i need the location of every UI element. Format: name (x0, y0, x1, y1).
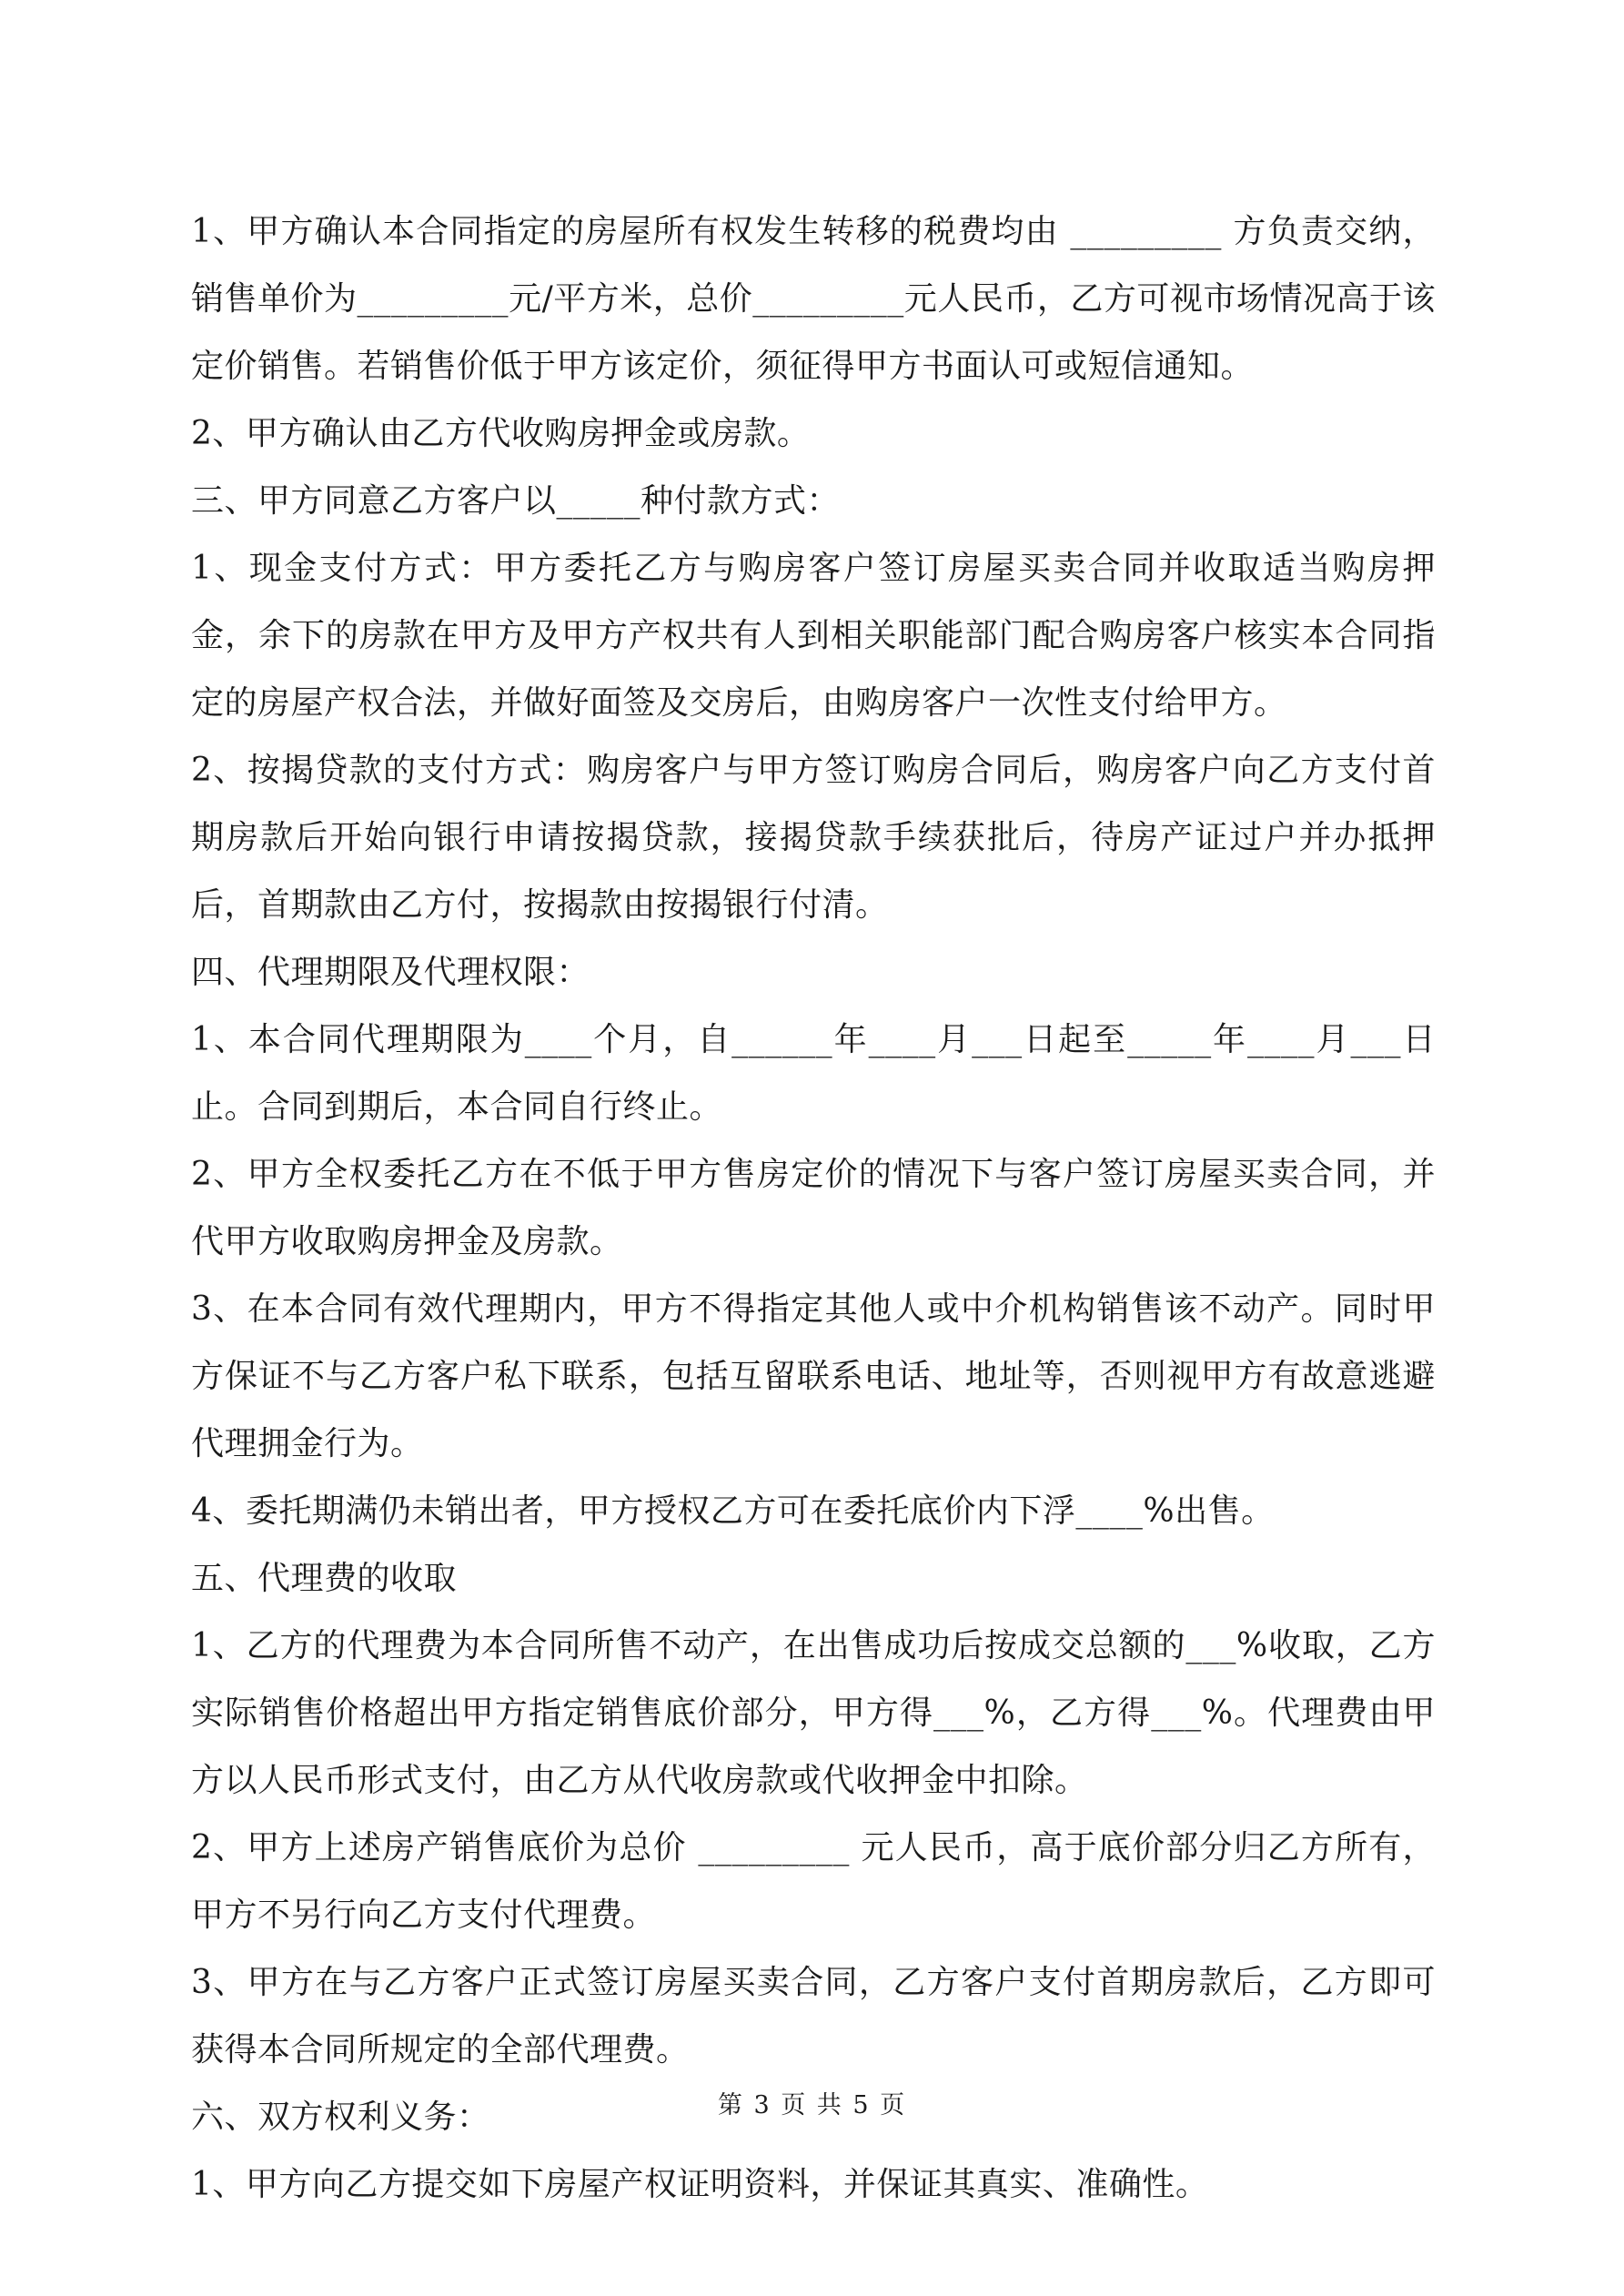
section-heading-rights-obligations: 六、双方权利义务： (191, 2099, 490, 2136)
paragraph-tax-fees: 1、甲方确认本合同指定的房屋所有权发生转移的税费均由 _________ 方负责交纳，销售单价为_________元/平方米，总价_________元人民币，乙方可视市场情况高于该定价销售。若销售价低于甲方该定价，须征得甲方书面认可或短信通知。 (191, 213, 1436, 385)
paragraph-cash-payment: 1、现金支付方式：甲方委托乙方与购房客户签订房屋买卖合同并收取适当购房押金，余下的房款在甲方及甲方产权共有人到相关职能部门配合购房客户核实本合同指定的房屋产权合法，并做好面签及交房后，由购房客户一次性支付给甲方。 (191, 550, 1436, 722)
section-heading-agency-term: 四、代理期限及代理权限： (191, 954, 590, 991)
paragraph-price-reduction: 4、委托期满仍未销出者，甲方授权乙方可在委托底价内下浮____%出售。 (191, 1492, 1275, 1530)
paragraph-mortgage-payment: 2、按揭贷款的支付方式：购房客户与甲方签订购房合同后，购房客户向乙方支付首期房款后开始向银行申请按揭贷款，接揭贷款手续获批后，待房产证过户并办抵押后，首期款由乙方付，按揭款由按揭银行付清。 (191, 752, 1436, 924)
paragraph-deposit-collection: 2、甲方确认由乙方代收购房押金或房款。 (191, 415, 811, 452)
paragraph-fee-entitlement: 3、甲方在与乙方客户正式签订房屋买卖合同，乙方客户支付首期房款后，乙方即可获得本合同所规定的全部代理费。 (191, 1964, 1436, 2068)
paragraph-floor-price: 2、甲方上述房产销售底价为总价 _________ 元人民币，高于底价部分归乙方所有，甲方不另行向乙方支付代理费。 (191, 1829, 1436, 1934)
section-heading-agency-fee: 五、代理费的收取 (191, 1560, 458, 1597)
paragraph-ownership-documents: 1、甲方向乙方提交如下房屋产权证明资料，并保证其真实、准确性。 (191, 2166, 1209, 2203)
paragraph-exclusivity: 3、在本合同有效代理期内，甲方不得指定其他人或中介机构销售该不动产。同时甲方保证不与乙方客户私下联系，包括互留联系电话、地址等，否则视甲方有故意逃避代理拥金行为。 (191, 1290, 1436, 1462)
document-body (191, 198, 1436, 2219)
section-heading-payment-methods: 三、甲方同意乙方客户以_____种付款方式： (191, 482, 841, 520)
page-number-footer: 第 3 页 共 5 页 (717, 2091, 907, 2119)
paragraph-fee-rate: 1、乙方的代理费为本合同所售不动产，在出售成功后按成交总额的___%收取，乙方实际销售价格超出甲方指定销售底价部分，甲方得___%，乙方得___%。代理费由甲方以人民币形式支付，由乙方从代收房款或代收押金中扣除。 (191, 1627, 1436, 1799)
paragraph-full-authorization: 2、甲方全权委托乙方在不低于甲方售房定价的情况下与客户签订房屋买卖合同，并代甲方收取购房押金及房款。 (191, 1156, 1436, 1260)
paragraph-agency-period: 1、本合同代理期限为____个月，自______年____月___日起至_____年____月___日止。合同到期后，本合同自行终止。 (191, 1021, 1436, 1126)
